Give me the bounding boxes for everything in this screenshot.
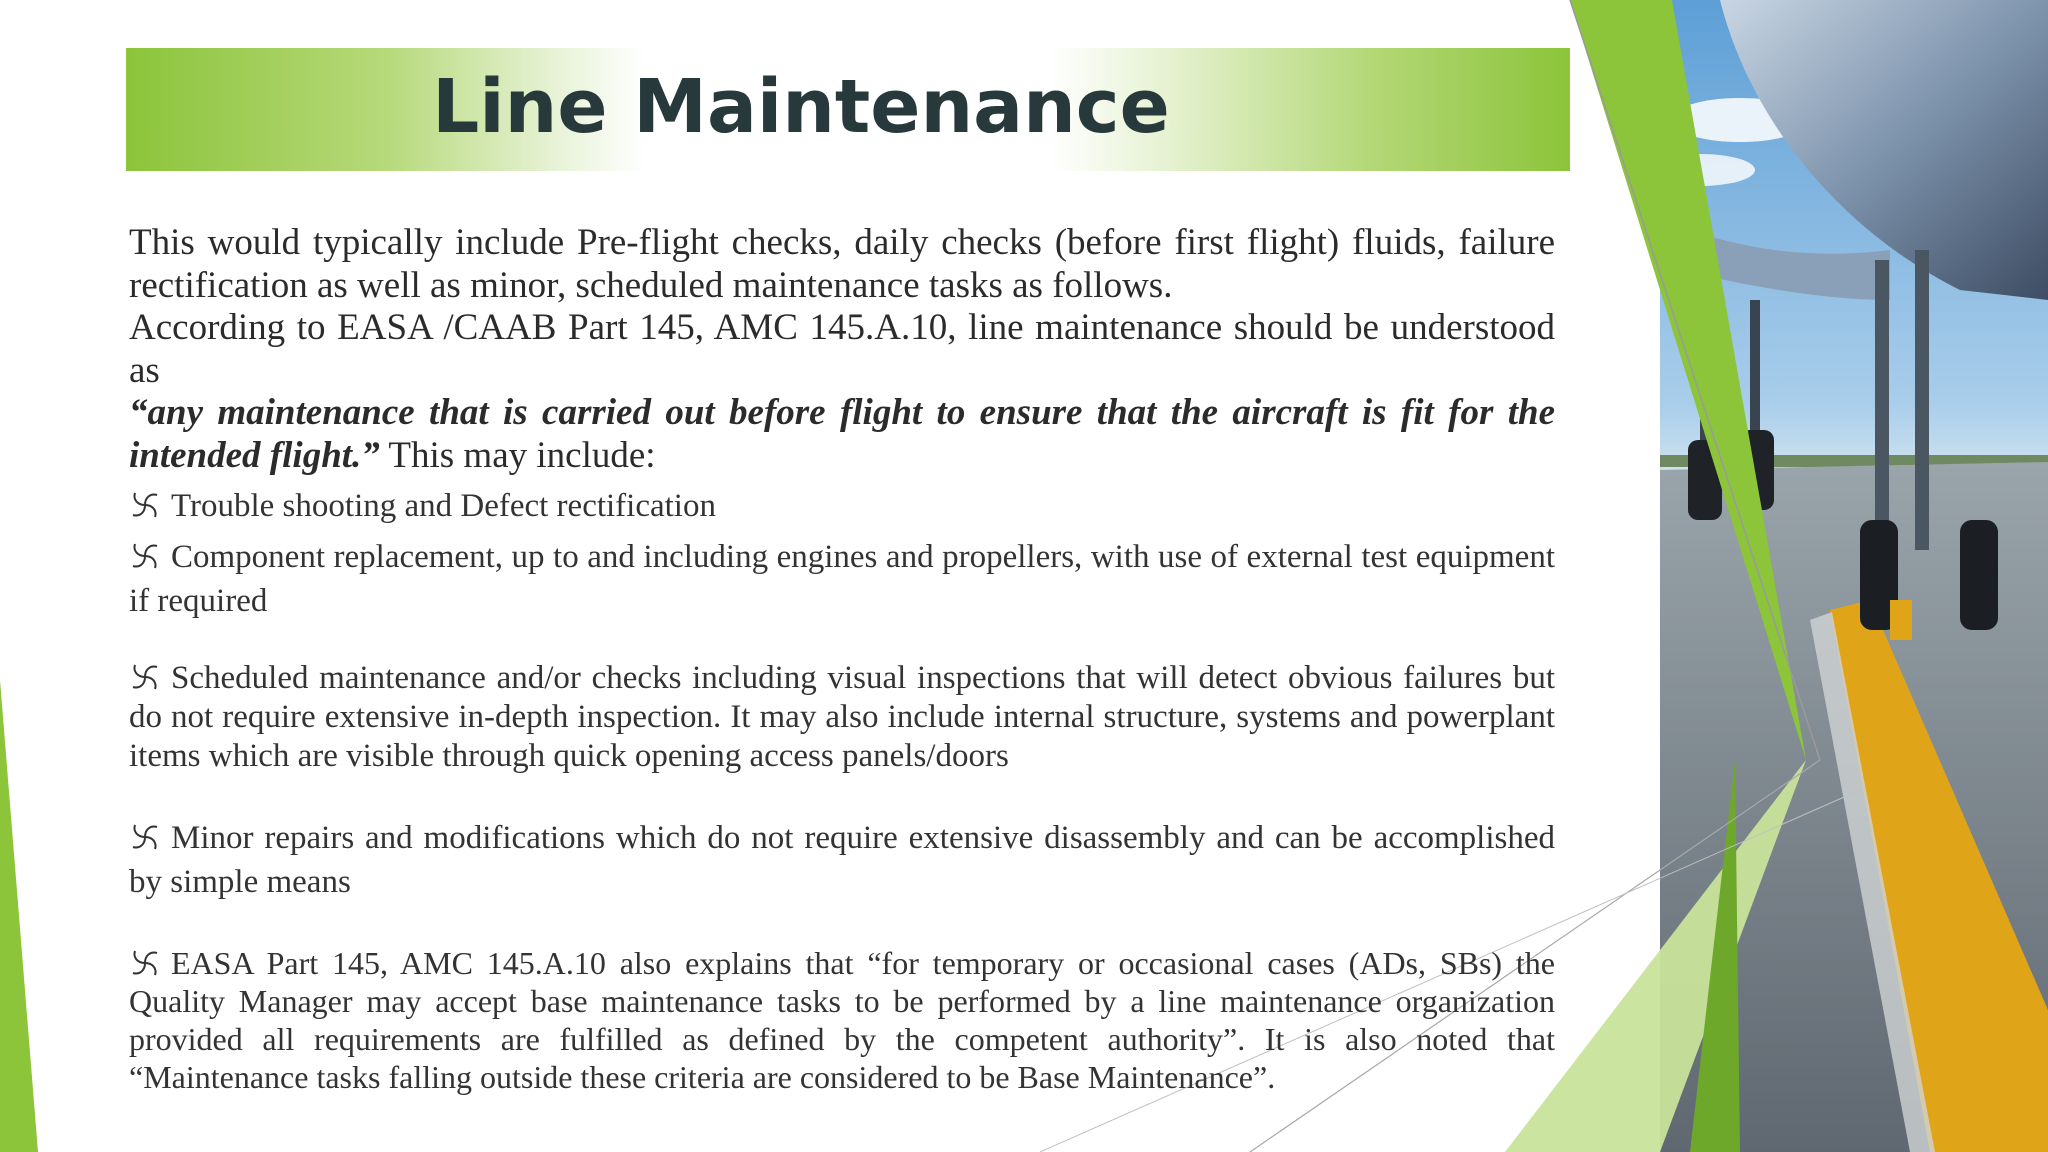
bullet-list	[129, 485, 1555, 1096]
bullet-text: Trouble shooting and Defect rectification	[171, 488, 716, 524]
pinwheel-bullet-icon	[129, 947, 161, 979]
pinwheel-bullet-icon	[129, 540, 161, 572]
list-item	[129, 816, 1555, 904]
list-item	[129, 535, 1555, 623]
intro-paragraph-2: According to EASA /CAAB Part 145, AMC 145.A.10, line maintenance should be understood as	[129, 307, 1555, 391]
list-item	[129, 485, 1555, 527]
intro-text	[129, 222, 1555, 477]
bullet-text: Component replacement, up to and including engines and propellers, with use of external test equipment if required	[129, 539, 1555, 619]
pinwheel-bullet-icon	[129, 661, 161, 693]
pinwheel-bullet-icon	[129, 821, 161, 853]
title-bar	[126, 48, 1570, 171]
slide-body	[129, 222, 1555, 1096]
definition-quote: “any maintenance that is carried out before flight to ensure that the aircraft is fit for the intended flight.”	[129, 392, 1555, 476]
list-item	[129, 659, 1555, 776]
definition-paragraph	[129, 392, 1555, 477]
bullet-text: EASA Part 145, AMC 145.A.10 also explains that “for temporary or occasional cases (ADs, SBs) the Quality Manager may accept base maintenance tasks to be performed by a line maintenance organization provided all requirements are fulfilled as defined by the competent authority”. It is also noted that “Maintenance tasks falling outside these criteria are considered to be Base Maintenance”.	[129, 945, 1555, 1095]
bullet-text: Scheduled maintenance and/or checks including visual inspections that will detect obvious failures but do not require extensive in-depth inspection. It may also include internal structure, systems and powerplant items which are visible through quick opening access panels/doors	[129, 660, 1555, 774]
list-item	[129, 944, 1555, 1096]
page-title: Line Maintenance	[432, 64, 1170, 150]
pinwheel-bullet-icon	[129, 489, 161, 521]
definition-tail: This may include:	[379, 434, 656, 476]
intro-paragraph-1: This would typically include Pre-flight checks, daily checks (before first flight) fluids, failure rectification as well as minor, scheduled maintenance tasks as follows.	[129, 222, 1555, 306]
bullet-text: Minor repairs and modifications which do not require extensive disassembly and can be accomplished by simple means	[129, 820, 1555, 900]
